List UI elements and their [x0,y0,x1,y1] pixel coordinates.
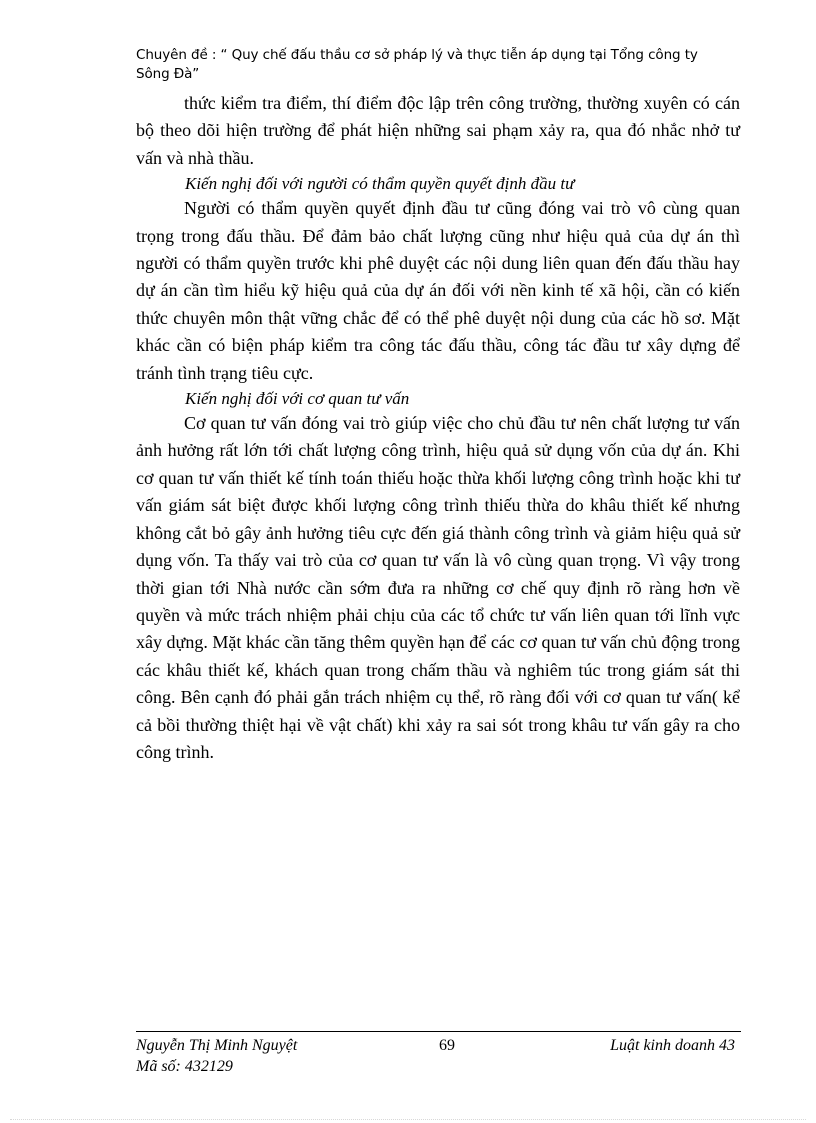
header-title-line-1: Chuyên đề : “ Quy chế đấu thầu cơ sở pháp lý và thực tiễn áp dụng tại Tổng công ty [136,47,698,63]
paragraph-consultant: Cơ quan tư vấn đóng vai trò giúp việc cho chủ đầu tư nên chất lượng tư vấn ảnh hưởng rất lớn tới chất lượng công trình, hiệu quả sử dụng vốn của dự án. Khi cơ quan tư vấn thiết kế tính toán thiếu hoặc thừa khối lượng công trình hoặc khi tư vấn giám sát biệt được khối lượng công trình thiếu thừa do khâu thiết kế nhưng không cắt bỏ gây ảnh hưởng tiêu cực đến giá thành công trình và giảm hiệu quả sử dụng vốn. Ta thấy vai trò của cơ quan tư vấn là vô cùng quan trọng. Vì vậy trong thời gian tới Nhà nước cần sớm đưa ra những cơ chế quy định rõ ràng hơn về quyền và mức trách nhiệm phải chịu của các tổ chức tư vấn liên quan tới lĩnh vực xây dựng. Mặt khác cần tăng thêm quyền hạn để các cơ quan tư vấn chủ động trong các khâu thiết kế, khách quan trong chấm thầu và nghiêm túc trong giám sát thi công. Bên cạnh đó phải gắn trách nhiệm cụ thể, rõ ràng đối với cơ quan tư vấn( kể cả bồi thường thiệt hại về vật chất) khi xảy ra sai sót trong khâu tư vấn gây ra cho công trình. [136,413,740,762]
document-body [136,90,740,766]
subheading-investment-authority: Kiến nghị đối với người có thẩm quyền quyết định đầu tư [185,174,575,194]
footer-student-id: Mã số: 432129 [136,1058,233,1075]
header-title-line-2: Sông Đà” [136,66,200,82]
page-edge-divider [10,1119,806,1120]
footer-divider [136,1031,741,1032]
page-header [136,46,740,84]
paragraph-continued: thức kiểm tra điểm, thí điểm độc lập trên công trường, thường xuyên có cán bộ theo dõi hiện trường để phát hiện những sai phạm xảy ra, qua đó nhắc nhở tư vấn và nhà thầu. [136,93,740,168]
page-number: 69 [439,1037,455,1054]
page-footer [136,1035,741,1077]
footer-course: Luật kinh doanh 43 [610,1037,735,1054]
paragraph-investment-authority: Người có thẩm quyền quyết định đầu tư cũng đóng vai trò vô cùng quan trọng trong đấu thầu. Để đảm bảo chất lượng cũng như hiệu quả của dự án thì người có thẩm quyền trước khi phê duyệt các nội dung liên quan đến đấu thầu hay dự án cần tìm hiểu kỹ hiệu quả của dự án đối với nền kinh tế xã hội, cần có kiến thức chuyên môn thật vững chắc để có thể phê duyệt nội dung của các hồ sơ. Mặt khác cần có biện pháp kiểm tra công tác đấu thầu, công tác đầu tư xây dựng để tránh tình trạng tiêu cực. [136,198,740,383]
subheading-consultant: Kiến nghị đối với cơ quan tư vấn [185,389,410,409]
footer-author: Nguyễn Thị Minh Nguyệt [136,1037,298,1054]
